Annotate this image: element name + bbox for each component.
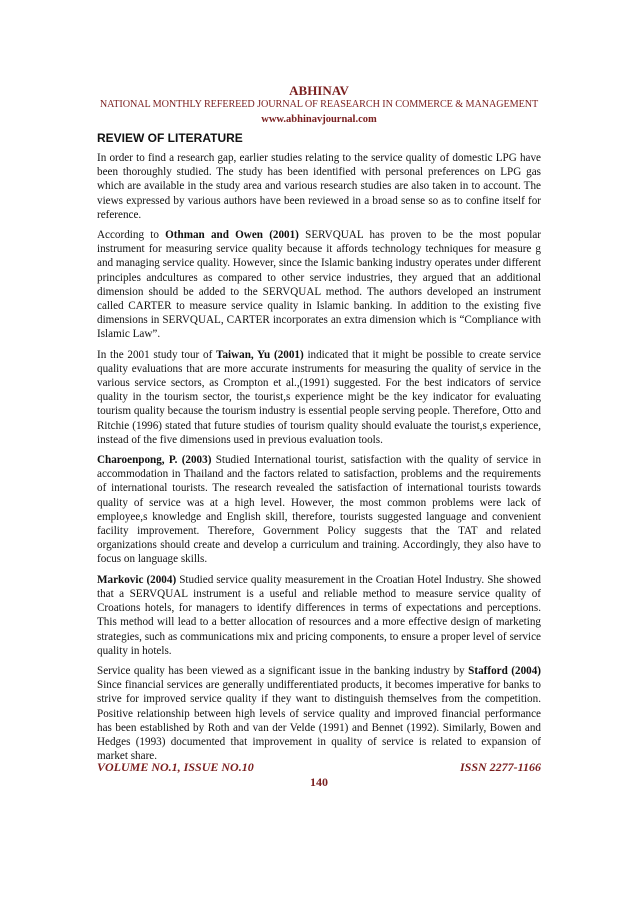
- document-body: [97, 151, 541, 769]
- paragraph-othman-owen: [97, 228, 541, 342]
- paragraph-taiwan-yu: [97, 348, 541, 447]
- citation-bold: Othman and Owen (2001): [165, 229, 299, 242]
- paragraph-lead: In the 2001 study tour of: [97, 348, 217, 361]
- paragraph-markovic: [97, 573, 541, 658]
- section-title: REVIEW OF LITERATURE: [97, 131, 243, 145]
- footer-volume: VOLUME NO.1, ISSUE NO.10: [97, 760, 254, 774]
- paragraph-text: SERVQUAL has proven to be the most popular instrument for measuring service quality because it affords technology techniques for measure g and managing service quality. However, since the Islamic banking industry operates under different principles andcultures as compared to other service industries, they argued that an additional dimension should be added to the SERVQUAL method. The authors developed an instrument called CARTER to measure service quality in Islamic banking. In addition to the existing five dimensions in SERVQUAL, CARTER incorporates an extra dimension which is “Compliance with Islamic Law”.: [97, 229, 541, 341]
- paragraph-lead: Service quality has been viewed as a significant issue in the banking industry by: [97, 664, 469, 677]
- journal-title: ABHINAV: [289, 83, 349, 98]
- paragraph-text: In order to find a research gap, earlier studies relating to the service quality of domestic LPG have been thoroughly studied. The study has been identified with personal preferences on LPG gas which are available in the study area and various research studies are also taken in to account. The views expressed by various authors have been reviewed in a broad sense so as to confine itself for reference.: [97, 152, 541, 221]
- citation-bold: Stafford (2004): [468, 664, 542, 677]
- journal-url: www.abhinavjournal.com: [261, 114, 377, 125]
- paragraph-intro: [97, 151, 541, 222]
- paragraph-text: indicated that it might be possible to create service quality evaluations that are more accurate instruments for measuring the quality of service in the various service sectors, as Crompton et al.,(1991) suggested. For the best indicators of service quality in the tourism sector, the tourist,s experience might be the key indicator for evaluating tourism quality because the tourism industry is essential people serving people. Therefore, Otto and Ritchie (1996) stated that future studies of tourism quality should evaluate the tourist,s experience, instead of the five dimensions used in previous evaluation tools.: [97, 348, 541, 446]
- paragraph-text: Studied International tourist, satisfaction with the quality of service in accommodation in Thailand and the factors related to satisfaction, problems and the requirements of international tourists. The research revealed the satisfaction of international tourists towards quality of service was at a high level. However, the most common problems were lack of employee,s knowledge and English skill, therefore, tourists suggested language and convenient facility improvement. Therefore, Government Policy suggests that the TAT and related organizations should create and develop a curriculum and training. Accordingly, they also have to focus on language skills.: [97, 454, 542, 566]
- paragraph-charoenpong: [97, 453, 541, 567]
- paragraph-stafford: [97, 664, 541, 763]
- paragraph-text: Since financial services are generally undifferentiated products, it becomes imperative for banks to strive for improved service quality if they want to distinguish themselves from the competition. Positive relationship between high levels of service quality and improved financial performance has been established by Roth and van der Velde (1991) and Bennet (1992). Similarly, Bowen and Hedges (1993) documented that improvement in quality of service is related to expansion of market share.: [97, 679, 541, 763]
- journal-subtitle: NATIONAL MONTHLY REFEREED JOURNAL OF REASEARCH IN COMMERCE & MANAGEMENT: [99, 99, 539, 110]
- footer-issn: ISSN 2277-1166: [459, 760, 541, 774]
- citation-bold: Markovic (2004): [97, 573, 177, 586]
- page-number: 140: [310, 775, 328, 789]
- citation-bold: Taiwan, Yu (2001): [216, 348, 304, 361]
- citation-bold: Charoenpong, P. (2003): [97, 454, 212, 467]
- paragraph-lead: According to: [97, 229, 166, 242]
- paragraph-text: Studied service quality measurement in the Croatian Hotel Industry. She showed that a SERVQUAL instrument is a useful and reliable method to measure service quality of Croations hotels, for managers to identify differences in terms of expectations and perceptions. This method will lead to a better allocation of resources and a more effective design of marketing strategies, such as communications mix and pricing components, to ensure a proper level of service quality in hotels.: [97, 573, 541, 657]
